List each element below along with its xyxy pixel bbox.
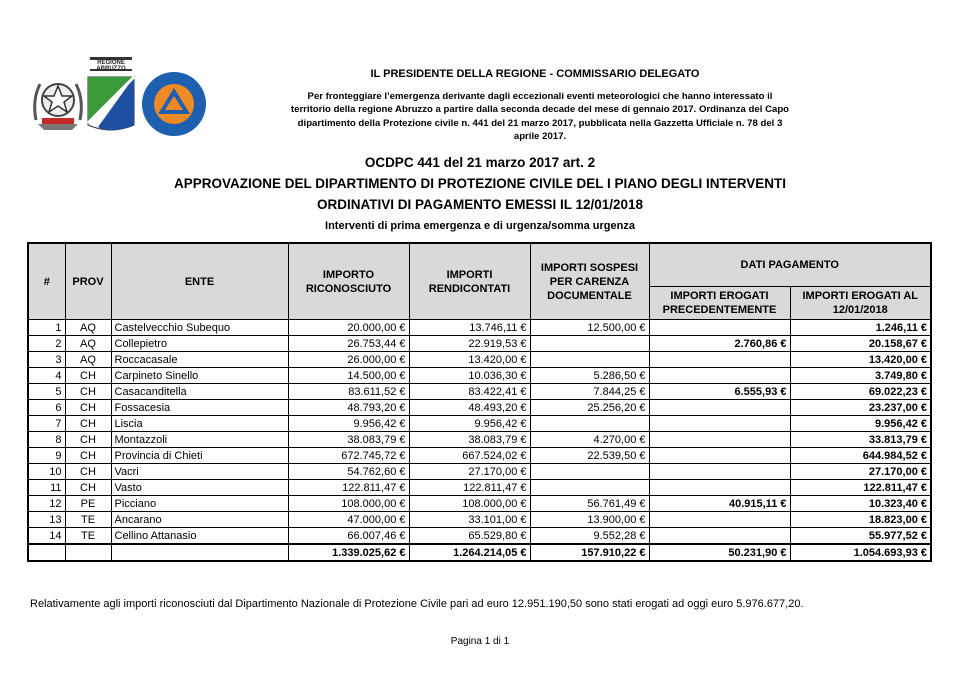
cell-rend: 22.919,53 € [409, 336, 530, 352]
cell-rend: 48.493,20 € [409, 400, 530, 416]
cell-prov: CH [65, 464, 111, 480]
col-riconosciuto: IMPORTO RICONOSCIUTO [288, 243, 409, 320]
col-num: # [28, 243, 65, 320]
cell-rend: 13.420,00 € [409, 352, 530, 368]
cell-ric: 66.007,46 € [288, 528, 409, 545]
table-row [28, 400, 931, 416]
cell-prec [649, 416, 790, 432]
cell-ric: 47.000,00 € [288, 512, 409, 528]
cell-rend: 122.811,47 € [409, 480, 530, 496]
cell-prov: TE [65, 528, 111, 545]
col-sospesi: IMPORTI SOSPESI PER CARENZA DOCUMENTALE [530, 243, 649, 320]
cell-ric: 48.793,20 € [288, 400, 409, 416]
cell-rend: 65.529,80 € [409, 528, 530, 545]
cell-sosp: 9.552,28 € [530, 528, 649, 545]
cell-n: 2 [28, 336, 65, 352]
cell-rend: 38.083,79 € [409, 432, 530, 448]
cell-n: 11 [28, 480, 65, 496]
table-row [28, 464, 931, 480]
cell-ente: Collepietro [111, 336, 288, 352]
cell-n: 3 [28, 352, 65, 368]
cell-prov: CH [65, 480, 111, 496]
cell-prov: AQ [65, 352, 111, 368]
cell-ric: 38.083,79 € [288, 432, 409, 448]
col-dati-pagamento: DATI PAGAMENTO [649, 243, 931, 287]
cell-al: 33.813,79 € [790, 432, 931, 448]
cell-ente: Vasto [111, 480, 288, 496]
total-sosp: 157.910,22 € [530, 544, 649, 561]
col-erogati-prec: IMPORTI EROGATI PRECEDENTEMENTE [649, 287, 790, 320]
cell-prec [649, 464, 790, 480]
cell-ente: Carpineto Sinello [111, 368, 288, 384]
cell-al: 55.977,52 € [790, 528, 931, 545]
ocdpc-title: OCDPC 441 del 21 marzo 2017 art. 2 [364, 155, 596, 170]
cell-ric: 83.611,52 € [288, 384, 409, 400]
cell-al: 122.811,47 € [790, 480, 931, 496]
table-row [28, 320, 931, 336]
cell-n: 1 [28, 320, 65, 336]
cell-al: 10.323,40 € [790, 496, 931, 512]
cell-prov: CH [65, 416, 111, 432]
cell-ric: 9.956,42 € [288, 416, 409, 432]
cell-n: 8 [28, 432, 65, 448]
table-row [28, 336, 931, 352]
cell-n: 6 [28, 400, 65, 416]
cell-sosp: 7.844,25 € [530, 384, 649, 400]
cell-sosp [530, 416, 649, 432]
cell-prec [649, 400, 790, 416]
cell-rend: 83.422,41 € [409, 384, 530, 400]
cell-rend: 108.000,00 € [409, 496, 530, 512]
cell-prec [649, 432, 790, 448]
president-heading: IL PRESIDENTE DELLA REGIONE - COMMISSARIO DELEGATO [370, 68, 700, 80]
cell-al: 3.749,80 € [790, 368, 931, 384]
cell-prec: 40.915,11 € [649, 496, 790, 512]
cell-prec [649, 480, 790, 496]
cell-al: 13.420,00 € [790, 352, 931, 368]
cell-prov: CH [65, 432, 111, 448]
cell-ente: Cellino Attanasio [111, 528, 288, 545]
total-prec: 50.231,90 € [649, 544, 790, 561]
cell-ric: 108.000,00 € [288, 496, 409, 512]
col-ente: ENTE [111, 243, 288, 320]
cell-sosp: 22.539,50 € [530, 448, 649, 464]
cell-ric: 26.753,44 € [288, 336, 409, 352]
footnote: Relativamente agli importi riconosciuti dal Dipartimento Nazionale di Protezione Civile pari ad euro 12.951.190,50 sono stati erogati ad oggi euro 5.976.677,20. [30, 598, 804, 610]
orders-title: ORDINATIVI DI PAGAMENTO EMESSI IL 12/01/2018 [316, 197, 644, 212]
cell-ente: Casacanditella [111, 384, 288, 400]
cell-n: 10 [28, 464, 65, 480]
regione-abruzzo-logo [84, 55, 138, 135]
table-row [28, 432, 931, 448]
cell-ente: Liscia [111, 416, 288, 432]
cell-al: 644.984,52 € [790, 448, 931, 464]
totals-row [28, 544, 931, 561]
table-row [28, 528, 931, 545]
cell-prov: CH [65, 448, 111, 464]
cell-prec [649, 352, 790, 368]
cell-ric: 672.745,72 € [288, 448, 409, 464]
cell-al: 27.170,00 € [790, 464, 931, 480]
cell-ente: Fossacesia [111, 400, 288, 416]
cell-prov: TE [65, 512, 111, 528]
table-row [28, 512, 931, 528]
cell-rend: 667.524,02 € [409, 448, 530, 464]
cell-prov: CH [65, 400, 111, 416]
page-number: Pagina 1 di 1 [450, 636, 510, 647]
cell-ric: 14.500,00 € [288, 368, 409, 384]
cell-n: 5 [28, 384, 65, 400]
cell-sosp [530, 464, 649, 480]
cell-empty [65, 544, 111, 561]
table-row [28, 496, 931, 512]
cell-sosp: 5.286,50 € [530, 368, 649, 384]
italian-republic-emblem-icon [28, 70, 88, 132]
col-erogati-al: IMPORTI EROGATI AL 12/01/2018 [790, 287, 931, 320]
cell-sosp: 56.761,49 € [530, 496, 649, 512]
cell-ric: 20.000,00 € [288, 320, 409, 336]
col-prov: PROV [65, 243, 111, 320]
cell-ente: Vacri [111, 464, 288, 480]
cell-sosp [530, 352, 649, 368]
cell-ente: Roccacasale [111, 352, 288, 368]
cell-empty [28, 544, 65, 561]
subtitle: Interventi di prima emergenza e di urgenza/somma urgenza [325, 220, 635, 232]
cell-al: 9.956,42 € [790, 416, 931, 432]
table-row [28, 384, 931, 400]
cell-prov: AQ [65, 336, 111, 352]
cell-al: 1.246,11 € [790, 320, 931, 336]
table-row [28, 480, 931, 496]
cell-ente: Ancarano [111, 512, 288, 528]
approval-title: APPROVAZIONE DEL DIPARTIMENTO DI PROTEZIONE CIVILE DEL I PIANO DEGLI INTERVENTI [173, 176, 787, 191]
cell-sosp [530, 480, 649, 496]
cell-ric: 54.762,60 € [288, 464, 409, 480]
cell-n: 4 [28, 368, 65, 384]
cell-n: 7 [28, 416, 65, 432]
regione-logo-text: REGIONE ABRUZZO [96, 60, 126, 72]
cell-rend: 27.170,00 € [409, 464, 530, 480]
cell-sosp: 13.900,00 € [530, 512, 649, 528]
cell-prov: AQ [65, 320, 111, 336]
decree-text: Per fronteggiare l’emergenza derivante dagli eccezionali eventi meteorologici che hanno interessato il territorio della regione Abruzzo a partire dalla seconda decade del mese di gennaio 2017. Ordinanza del Capo dipartimento della Protezione civile n. 441 del 21 marzo 2017, pubblicata nella Gazzetta Ufficiale n. 78 del 3 aprile 2017. [290, 91, 790, 143]
cell-prec [649, 320, 790, 336]
total-al: 1.054.693,93 € [790, 544, 931, 561]
table-row [28, 352, 931, 368]
protezione-civile-logo [140, 70, 208, 138]
table-row [28, 448, 931, 464]
cell-ente: Provincia di Chieti [111, 448, 288, 464]
total-rend: 1.264.214,05 € [409, 544, 530, 561]
cell-al: 69.022,23 € [790, 384, 931, 400]
table-row [28, 416, 931, 432]
cell-prov: CH [65, 384, 111, 400]
cell-prov: CH [65, 368, 111, 384]
payments-table [27, 242, 932, 562]
col-rendicontati: IMPORTI RENDICONTATI [409, 243, 530, 320]
cell-n: 14 [28, 528, 65, 545]
cell-al: 23.237,00 € [790, 400, 931, 416]
cell-sosp: 4.270,00 € [530, 432, 649, 448]
cell-ric: 26.000,00 € [288, 352, 409, 368]
cell-sosp [530, 336, 649, 352]
cell-rend: 9.956,42 € [409, 416, 530, 432]
cell-rend: 10.036,30 € [409, 368, 530, 384]
cell-prec [649, 368, 790, 384]
cell-prec [649, 448, 790, 464]
table-row [28, 368, 931, 384]
cell-prec: 6.555,93 € [649, 384, 790, 400]
cell-sosp: 12.500,00 € [530, 320, 649, 336]
cell-rend: 33.101,00 € [409, 512, 530, 528]
cell-sosp: 25.256,20 € [530, 400, 649, 416]
cell-n: 9 [28, 448, 65, 464]
cell-al: 20.158,67 € [790, 336, 931, 352]
cell-ric: 122.811,47 € [288, 480, 409, 496]
cell-prec [649, 512, 790, 528]
cell-ente: Montazzoli [111, 432, 288, 448]
cell-n: 12 [28, 496, 65, 512]
cell-rend: 13.746,11 € [409, 320, 530, 336]
total-ric: 1.339.025,62 € [288, 544, 409, 561]
cell-n: 13 [28, 512, 65, 528]
cell-al: 18.823,00 € [790, 512, 931, 528]
cell-prov: PE [65, 496, 111, 512]
cell-prec [649, 528, 790, 545]
cell-ente: Picciano [111, 496, 288, 512]
cell-prec: 2.760,86 € [649, 336, 790, 352]
cell-ente: Castelvecchio Subequo [111, 320, 288, 336]
cell-empty [111, 544, 288, 561]
